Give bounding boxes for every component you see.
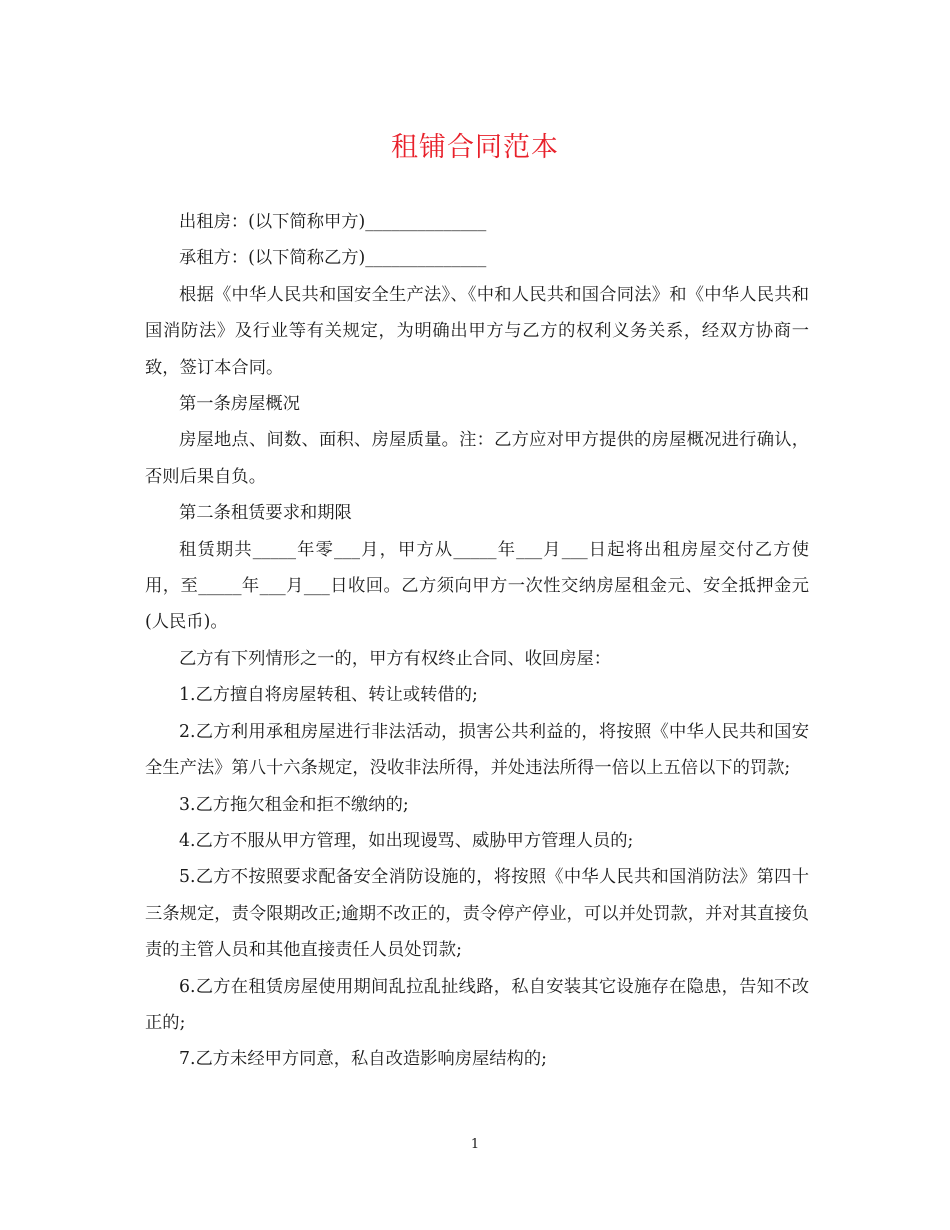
paragraph: 乙方有下列情形之一的，甲方有权终止合同、收回房屋： xyxy=(179,648,612,669)
paragraph-lessor: 出租房：(以下简称甲方)______________ xyxy=(179,212,487,232)
list-item: 4.乙方不服从甲方管理，如出现谩骂、威胁甲方管理人员的; xyxy=(179,830,634,851)
document-title: 租铺合同范本 xyxy=(391,132,559,163)
page-number: 1 xyxy=(470,1137,480,1152)
list-item: 5.乙方不按照要求配备安全消防设施的，将按照《中华人民共和国消防法》第四十三条规定，责令限期改正;逾期不改正的，责令停产停业，可以并处罚款，并对其直接负责的主管人员和其他直接责任人员处罚款; xyxy=(145,867,809,961)
list-item: 7.乙方未经甲方同意，私自改造影响房屋结构的; xyxy=(179,1049,547,1070)
section-heading: 第一条房屋概况 xyxy=(179,394,300,415)
list-item: 1.乙方擅自将房屋转租、转让或转借的; xyxy=(179,685,478,706)
paragraph: 房屋地点、间数、面积、房屋质量。注：乙方应对甲方提供的房屋概况进行确认，否则后果自负。 xyxy=(145,430,809,487)
list-item: 3.乙方拖欠租金和拒不缴纳的; xyxy=(179,794,409,815)
paragraph-preamble: 根据《中华人民共和国安全生产法》、《中和人民共和国合同法》和《中华人民共和国消防法》及行业等有关规定，为明确出甲方与乙方的权利义务关系，经双方协商一致，签订本合同。 xyxy=(145,284,809,378)
paragraph: 租赁期共_____年零___月，甲方从_____年___月___日起将出租房屋交付乙方使用，至_____年___月___日收回。乙方须向甲方一次性交纳房屋租金元、安全抵押金元(人民币)。 xyxy=(145,539,809,633)
list-item: 2.乙方利用承租房屋进行非法活动，损害公共利益的，将按照《中华人民共和国安全生产法》第八十六条规定，没收非法所得，并处违法所得一倍以上五倍以下的罚款; xyxy=(145,721,809,779)
list-item: 6.乙方在租赁房屋使用期间乱拉乱扯线路，私自安装其它设施存在隐患，告知不改正的; xyxy=(145,976,809,1033)
document-body xyxy=(145,204,809,1078)
section-heading: 第二条租赁要求和期限 xyxy=(179,503,352,524)
paragraph-lessee: 承租方：(以下简称乙方)______________ xyxy=(179,248,487,269)
